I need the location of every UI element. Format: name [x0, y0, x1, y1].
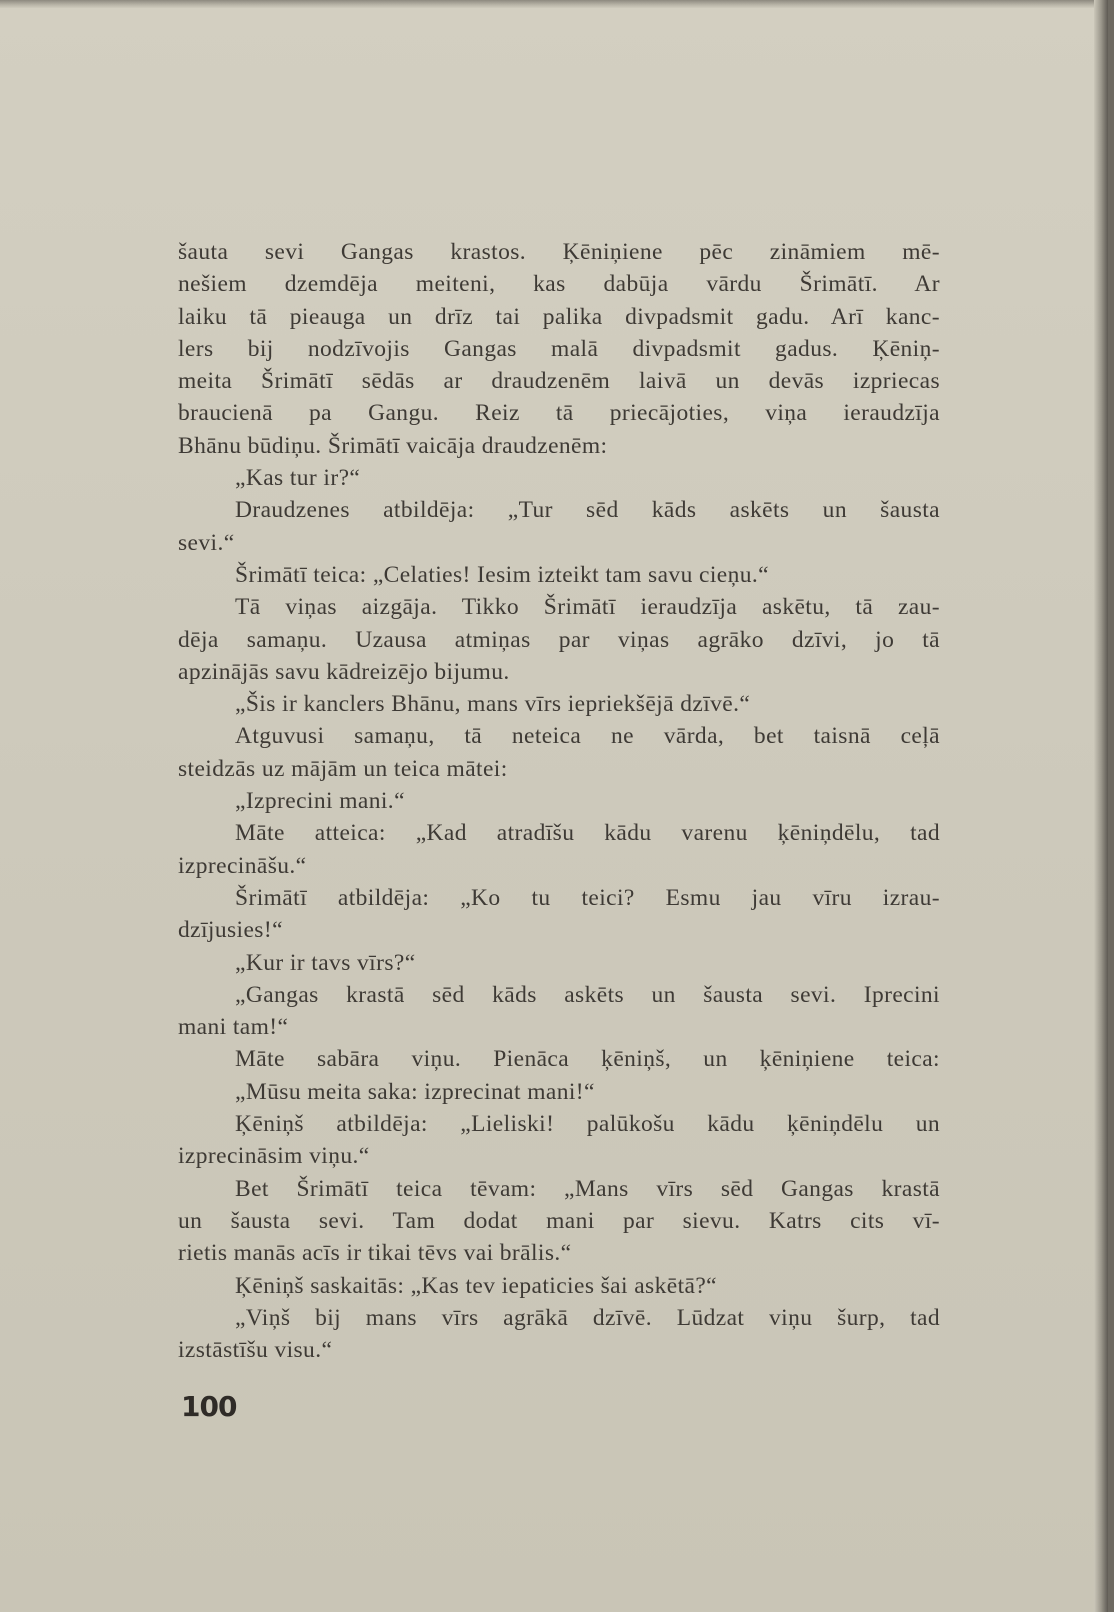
text-line: izprecināsim viņu.“: [178, 1143, 370, 1170]
text-line: sevi.“: [178, 529, 235, 556]
text-line: „Izprecini mani.“: [235, 788, 405, 815]
text-line: „Kur ir tavs vīrs?“: [235, 949, 416, 976]
text-line: „Šis ir kanclers Bhānu, mans vīrs iepriekšējā dzīvē.“: [235, 691, 751, 718]
page-top-edge: [0, 0, 1108, 8]
text-line: laiku tā pieauga un drīz tai palika divpadsmit gadu. Arī kanc-: [178, 303, 940, 330]
text-line: Bhānu būdiņu. Šrimātī vaicāja draudzenēm:: [178, 432, 608, 459]
text-line: meita Šrimātī sēdās ar draudzenēm laivā un devās izpriecas: [178, 368, 940, 395]
text-line: „Kas tur ir?“: [235, 465, 361, 492]
body-text: [178, 236, 940, 1366]
text-line: Šrimātī teica: „Celaties! Iesim izteikt tam savu cieņu.“: [235, 561, 769, 588]
text-line: „Gangas krastā sēd kāds askēts un šausta sevi. Iprecini: [235, 981, 940, 1008]
text-line: dzījusies!“: [178, 917, 283, 944]
text-line: steidzās uz mājām un teica mātei:: [178, 755, 508, 782]
text-line: izstāstīšu visu.“: [178, 1337, 333, 1364]
text-line: Atguvusi samaņu, tā neteica ne vārda, bet taisnā ceļā: [235, 723, 940, 750]
text-line: „Mūsu meita saka: izprecinat mani!“: [235, 1078, 595, 1105]
text-line: šauta sevi Gangas krastos. Ķēniņiene pēc zināmiem mē-: [178, 239, 940, 265]
text-line: Māte sabāra viņu. Pienāca ķēniņš, un ķēniņiene teica:: [235, 1046, 940, 1073]
text-line: un šausta sevi. Tam dodat mani par sievu. Katrs cits vī-: [178, 1207, 940, 1234]
text-line: Šrimātī atbildēja: „Ko tu teici? Esmu jau vīru izrau-: [235, 884, 940, 911]
text-line: Tā viņas aizgāja. Tikko Šrimātī ieraudzīja askētu, tā zau-: [235, 594, 940, 621]
text-line: rietis manās acīs ir tikai tēvs vai brālis.“: [178, 1240, 572, 1267]
text-line: Māte atteica: „Kad atradīšu kādu varenu ķēniņdēlu, tad: [235, 820, 940, 847]
text-line: nešiem dzemdēja meiteni, kas dabūja vārdu Šrimātī. Ar: [178, 271, 940, 298]
text-line: Bet Šrimātī teica tēvam: „Mans vīrs sēd Gangas krastā: [235, 1175, 940, 1202]
page-number: 100: [181, 1390, 237, 1423]
text-line: „Viņš bij mans vīrs agrākā dzīvē. Lūdzat viņu šurp, tad: [235, 1304, 940, 1331]
text-line: Draudzenes atbildēja: „Tur sēd kāds askēts un šausta: [235, 497, 940, 524]
text-line: izprecināšu.“: [178, 852, 307, 879]
page-right-edge: [1094, 0, 1108, 1612]
text-line: lers bij nodzīvojis Gangas malā divpadsmit gadus. Ķēniņ-: [178, 335, 940, 362]
text-line: dēja samaņu. Uzausa atmiņas par viņas agrāko dzīvi, jo tā: [178, 626, 940, 653]
text-line: Ķēniņš atbildēja: „Lieliski! palūkošu kādu ķēniņdēlu un: [235, 1111, 940, 1138]
text-line: apzinājās savu kādreizējo bijumu.: [178, 658, 510, 685]
text-line: Ķēniņš saskaitās: „Kas tev iepaticies šai askētā?“: [235, 1272, 717, 1299]
text-line: mani tam!“: [178, 1014, 289, 1041]
text-line: braucienā pa Gangu. Reiz tā priecājoties, viņa ieraudzīja: [178, 400, 940, 427]
